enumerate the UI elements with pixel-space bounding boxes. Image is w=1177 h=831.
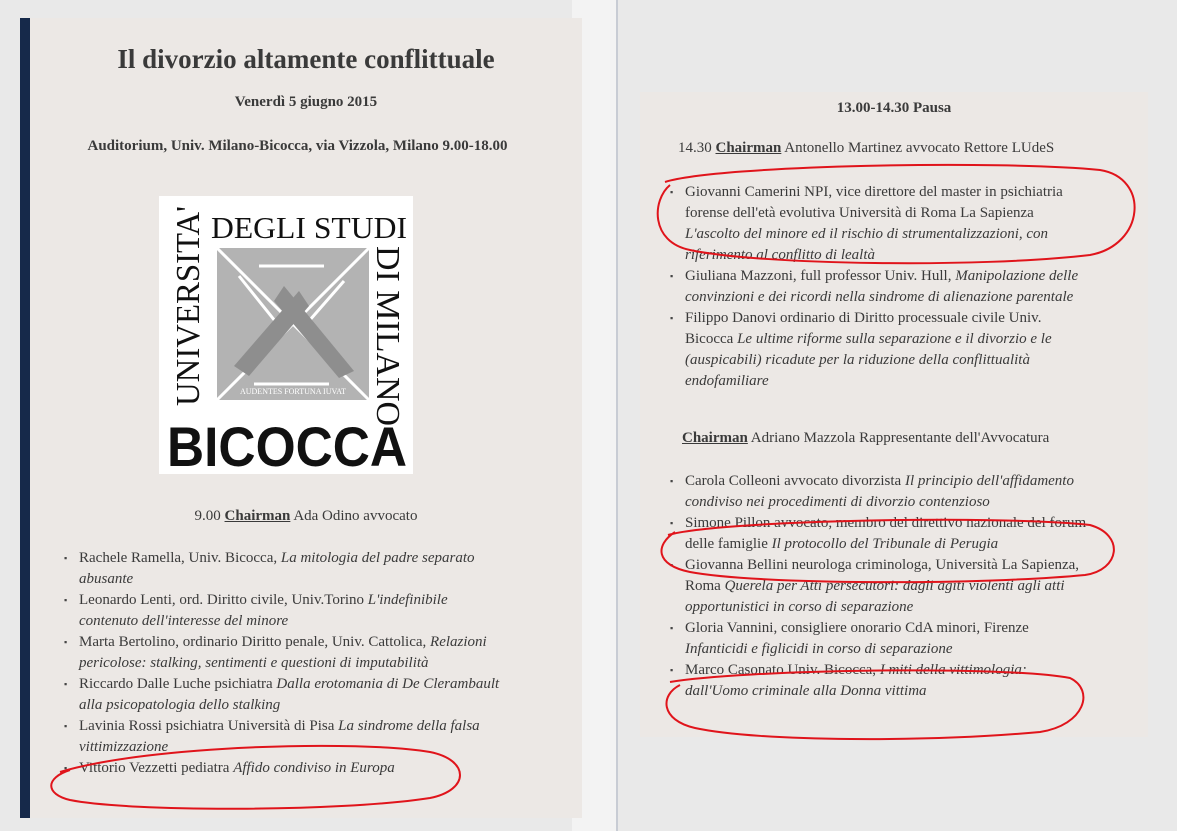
talk-speaker: Gloria Vannini, consigliere onorario CdA minori, Firenze	[685, 620, 1029, 636]
talk-item	[64, 758, 504, 779]
session-time: 9.00	[194, 508, 221, 524]
morning-talk-list	[64, 548, 504, 779]
talk-speaker: Giuliana Mazzoni, full professor Univ. Hull,	[685, 268, 956, 284]
talk-title: L'ascolto del minore ed il rischio di strumentalizzazioni, con riferimento al conflitto di lealtà	[685, 226, 1049, 263]
talk-title: Il principio dell'affidamento condiviso nei procedimenti di divorzio contenzioso	[685, 473, 1074, 510]
talk-speaker: Simone Pillon avvocato, membro del direttivo nazionale del forum delle famiglie	[685, 515, 1087, 552]
talk-title: Affido condiviso in Europa	[233, 760, 395, 776]
chairman-name: Ada Odino avvocato	[293, 508, 418, 524]
document-title: Il divorzio altamente conflittuale	[117, 44, 495, 74]
talk-item	[64, 716, 504, 758]
session-chair-afternoon	[678, 140, 1054, 157]
event-date: Venerdì 5 giugno 2015	[234, 94, 378, 110]
talk-title: Il protocollo del Tribunale di Perugia	[771, 536, 999, 552]
talk-title: Infanticidi e figlicidi in corso di separazione	[685, 641, 953, 657]
talk-speaker: Filippo Danovi ordinario di Diritto processuale civile Univ. Bicocca	[685, 310, 1042, 347]
talk-speaker: Marco Casonato Univ. Bicocca,	[685, 662, 880, 678]
talk-item	[670, 308, 1088, 392]
talk-title: Dalla erotomania di De Clerambault alla psicopatologia dello stalking	[79, 676, 500, 713]
session-chair-afternoon-2	[682, 430, 1049, 447]
talk-item	[670, 555, 1088, 618]
talk-title: Le ultime riforme sulla separazione e il divorzio e le (auspicabili) ricadute per la riduzione della conflittualità endofamiliare	[685, 331, 1052, 389]
afternoon-talk-list-1	[670, 182, 1088, 392]
logo-left-text: UNIVERSITA'	[170, 198, 207, 406]
talk-item	[64, 590, 504, 632]
logo-right-text: DI MILANO	[369, 246, 406, 427]
talk-item	[670, 513, 1088, 555]
talk-item	[64, 674, 504, 716]
logo-motto: AUDENTES FORTUNA IUVAT	[239, 387, 347, 396]
talk-speaker: Giovanna Bellini neurologa criminologa, Università La Sapienza, Roma	[685, 557, 1080, 594]
talk-title: Manipolazione delle convinzioni e dei ricordi nella sindrome di alienazione parentale	[685, 268, 1079, 305]
chairman-label: Chairman	[682, 430, 748, 446]
talk-speaker: Vittorio Vezzetti pediatra	[79, 760, 234, 776]
talk-item	[670, 618, 1088, 660]
afternoon-talk-list-2	[670, 471, 1088, 702]
talk-title: La mitologia del padre separato abusante	[79, 550, 475, 587]
talk-item	[670, 182, 1088, 266]
logo-top-text: DEGLI STUDI	[211, 210, 407, 245]
talk-speaker: Giovanni Camerini NPI, vice direttore del master in psichiatria forense dell'età evolutiva Università di Roma La Sapienza	[685, 184, 1063, 221]
talk-item	[64, 632, 504, 674]
session-chair-morning	[30, 508, 582, 525]
chairman-name: Adriano Mazzola Rappresentante dell'Avvocatura	[750, 430, 1050, 446]
logo-bottom-text: BICOCCA	[167, 415, 407, 474]
talk-item	[670, 471, 1088, 513]
page-divider	[616, 0, 618, 831]
left-page	[20, 18, 582, 818]
talk-title: L'indefinibile contenuto dell'interesse del minore	[79, 592, 448, 629]
talk-item	[670, 266, 1088, 308]
chairman-label: Chairman	[224, 508, 291, 524]
talk-speaker: Marta Bertolino, ordinario Diritto penale, Univ. Cattolica,	[79, 634, 431, 650]
talk-title: La sindrome della falsa vittimizzazione	[79, 718, 480, 755]
talk-speaker: Rachele Ramella, Univ. Bicocca,	[79, 550, 281, 566]
talk-item	[64, 548, 504, 590]
talk-item	[670, 660, 1088, 702]
lunch-pause: 13.00-14.30 Pausa	[836, 100, 952, 116]
chairman-name: Antonello Martinez avvocato Rettore LUdeS	[784, 140, 1055, 156]
talk-title: Relazioni pericolose: stalking, sentimenti e questioni di imputabilità	[79, 634, 487, 671]
university-logo	[159, 196, 413, 474]
talk-speaker: Lavinia Rossi psichiatra Università di Pisa	[79, 718, 339, 734]
talk-title: I miti della vittimologia: dall'Uomo criminale alla Donna vittima	[685, 662, 1027, 699]
talk-speaker: Leonardo Lenti, ord. Diritto civile, Univ.Torino	[79, 592, 368, 608]
chairman-label: Chairman	[715, 140, 782, 156]
talk-speaker: Carola Colleoni avvocato divorzista	[685, 473, 905, 489]
right-page	[640, 92, 1148, 737]
event-venue: Auditorium, Univ. Milano-Bicocca, via Vizzola, Milano 9.00-18.00	[87, 138, 508, 154]
talk-speaker: Riccardo Dalle Luche psichiatra	[79, 676, 277, 692]
session-time: 14.30	[678, 140, 712, 156]
talk-title: Querela per Atti persecutori: dagli agiti violenti agli atti opportunistici in corso di separazione	[685, 578, 1065, 615]
